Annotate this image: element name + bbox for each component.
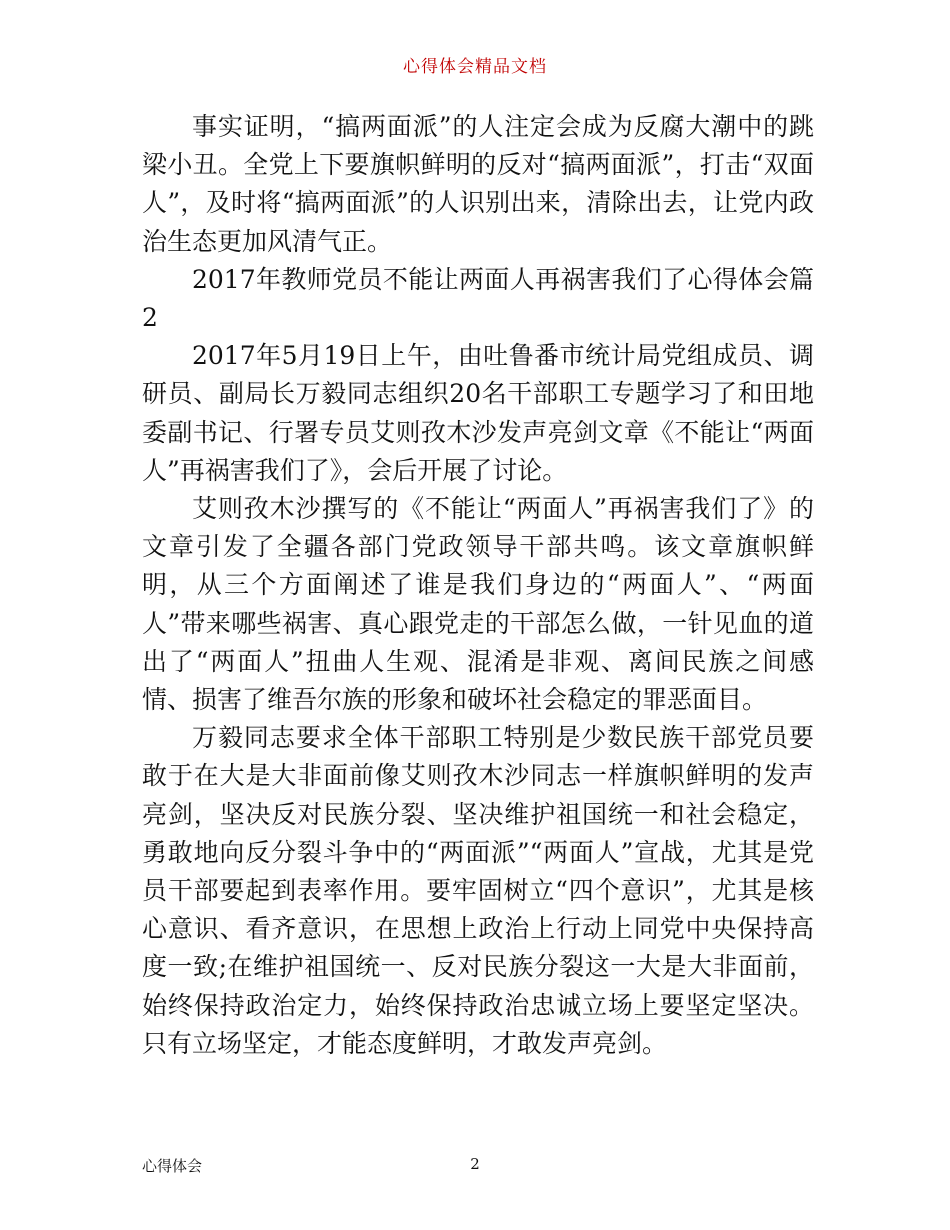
paragraph-conclusion: 事实证明，“搞两面派”的人注定会成为反腐大潮中的跳梁小丑。全党上下要旗帜鲜明的反对“搞两面派”，打击“双面人”，及时将“搞两面派”的人识别出来，清除出去，让党内政治生态更加风清气正。 bbox=[142, 112, 814, 256]
section-heading: 2017年教师党员不能让两面人再祸害我们了心得体会篇2 bbox=[142, 264, 814, 333]
paragraph-study-session: 2017年5月19日上午，由吐鲁番市统计局党组成员、调研员、副局长万毅同志组织20名干部职工专题学习了和田地委副书记、行署专员艾则孜木沙发声亮剑文章《不能让“两面人”再祸害我们了》，会后开展了讨论。 bbox=[142, 341, 814, 485]
page-number: 2 bbox=[470, 1155, 480, 1173]
document-body bbox=[142, 108, 814, 1063]
page-header-title: 心得体会精品文档 bbox=[403, 57, 547, 77]
paragraph-article-summary: 艾则孜木沙撰写的《不能让“两面人”再祸害我们了》的文章引发了全疆各部门党政领导干部共鸣。该文章旗帜鲜明，从三个方面阐述了谁是我们身边的“两面人”、“两面人”带来哪些祸害、真心跟党走的干部怎么做，一针见血的道出了“两面人”扭曲人生观、混淆是非观、离间民族之间感情、损害了维吾尔族的形象和破坏社会稳定的罪恶面目。 bbox=[142, 494, 814, 715]
page-footer bbox=[0, 1155, 950, 1179]
footer-label: 心得体会 bbox=[142, 1157, 203, 1175]
paragraph-requirements: 万毅同志要求全体干部职工特别是少数民族干部党员要敢于在大是大非面前像艾则孜木沙同志一样旗帜鲜明的发声亮剑，坚决反对民族分裂、坚决维护祖国统一和社会稳定，勇敢地向反分裂斗争中的“两面派”“两面人”宣战，尤其是党员干部要起到表率作用。要牢固树立“四个意识”，尤其是核心意识、看齐意识，在思想上政治上行动上同党中央保持高度一致;在维护祖国统一、反对民族分裂这一大是大非面前，始终保持政治定力，始终保持政治忠诚立场上要坚定坚决。只有立场坚定，才能态度鲜明，才敢发声亮剑。 bbox=[142, 723, 814, 1058]
